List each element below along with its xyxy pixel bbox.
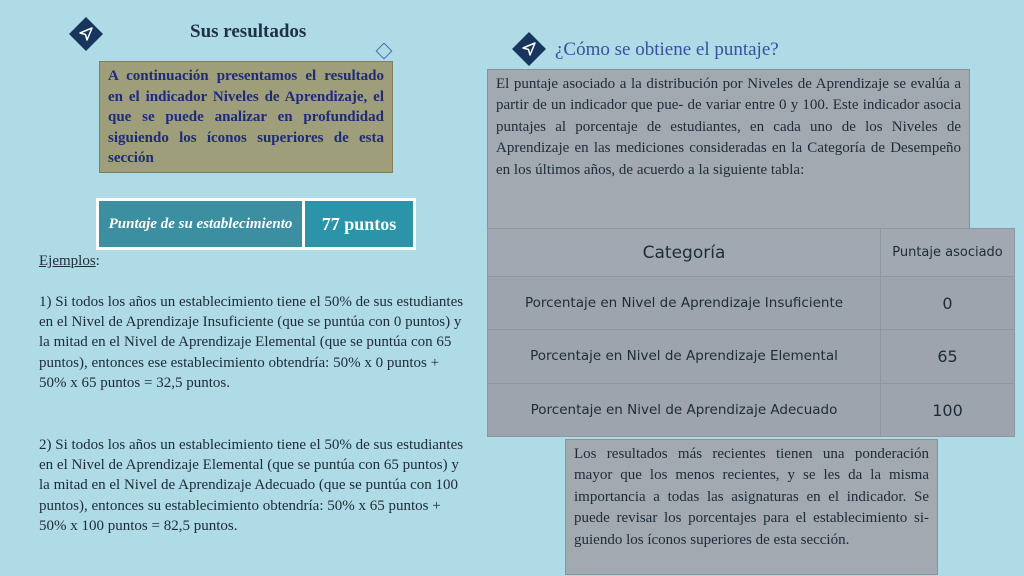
explanation-box: El puntaje asociado a la distribución por Niveles de Aprendizaje se evalúa a partir de un indicador que pue- de variar entre 0 y 100. Este indicador asocia puntajes al porcentaje de estudiantes, en cada uno de los Niveles de Aprendizaje en las mediciones consideradas en la Categoría de Desempeño en los últimos años, de acuerdo a la siguiente tabla:: [487, 69, 970, 229]
table-cell-score: 0: [881, 277, 1015, 330]
send-icon: [520, 40, 538, 58]
table-cell-category: Porcentaje en Nivel de Aprendizaje Insuficiente: [488, 277, 881, 330]
table-cell-score: 100: [881, 384, 1015, 437]
example-1: 1) Si todos los años un establecimiento tiene el 50% de sus estudiantes en el Nivel de Aprendizaje Insuficiente (que se puntúa con 0 puntos) y la mitad en el Nivel de Aprendizaje Elemental (que se puntúa con 65 puntos), entonces ese establecimiento obtendría: 50% x 0 puntos + 50% x 65 puntos = 32,5 puntos.: [39, 294, 464, 391]
send-icon-right[interactable]: [512, 32, 546, 66]
send-icon-left[interactable]: [69, 17, 103, 51]
page-title-results: Sus resultados: [190, 21, 307, 42]
example-2: 2) Si todos los años un establecimiento tiene el 50% de sus estudiantes en el Nivel de Aprendizaje Elemental (que se puntúa con 65 puntos) y la mitad en el Nivel de Aprendizaje Adecuado (que se puntúa con 100 puntos), entonces su establecimiento obtendría: 50% x 65 puntos + 50% x 100 puntos = 82,5 puntos.: [39, 437, 464, 534]
page-title-how: ¿Cómo se obtiene el puntaje?: [555, 39, 779, 60]
table-row: [488, 384, 1015, 437]
intro-box: A continuación presentamos el resultado en el indicador Niveles de Aprendizaje, el que se puede analizar en profundidad siguiendo los íconos superiores de esta sección: [99, 61, 393, 173]
score-value: 77 puntos: [302, 198, 416, 250]
table-cell-category: Porcentaje en Nivel de Aprendizaje Elemental: [488, 330, 881, 384]
examples-heading: [39, 251, 100, 271]
note-box: Los resultados más recientes tienen una ponderación mayor que los menos recientes, y se les da la misma importancia a todas las asignaturas en el indicador. Se puede revisar los porcentajes para el establecimiento si- guiendo los íconos superiores de esta sección.: [565, 439, 938, 575]
examples-title: Ejemplos: [39, 253, 96, 269]
table-cell-category: Porcentaje en Nivel de Aprendizaje Adecuado: [488, 384, 881, 437]
score-label: Puntaje de su establecimiento: [96, 198, 302, 250]
score-box: [96, 198, 416, 250]
score-table: [487, 228, 1015, 437]
examples-colon: :: [95, 253, 100, 269]
table-row: [488, 277, 1015, 330]
table-header-row: [488, 229, 1015, 277]
table-header-category: Categoría: [488, 229, 881, 277]
send-icon: [77, 25, 95, 43]
table-row: [488, 330, 1015, 384]
table-header-score: Puntaje asociado: [881, 229, 1015, 277]
diamond-outline-icon: [376, 43, 393, 60]
table-cell-score: 65: [881, 330, 1015, 384]
